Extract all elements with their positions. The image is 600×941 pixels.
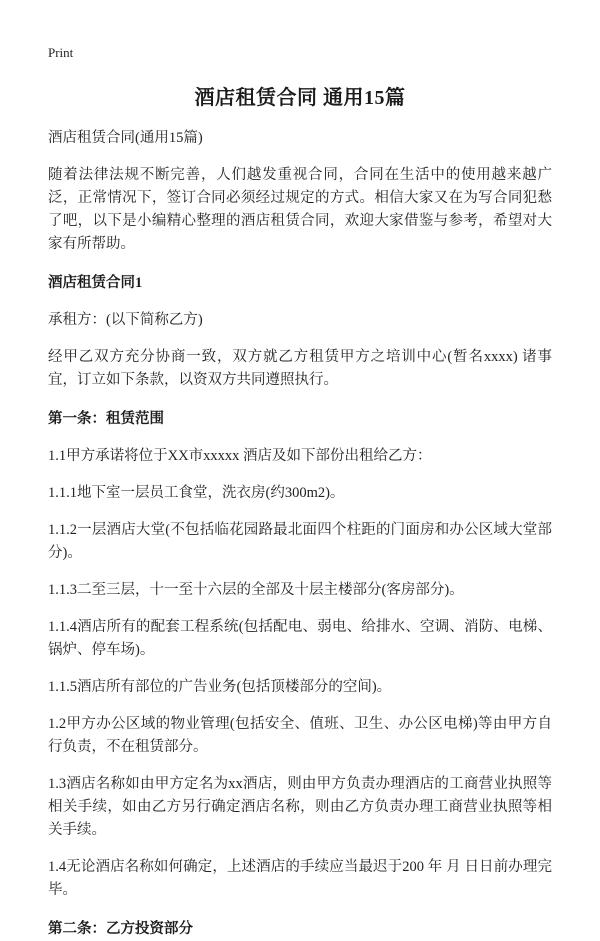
paragraph-1-1-2: 1.1.2一层酒店大堂(不包括临花园路最北面四个柱距的门面房和办公区域大堂部分)。 bbox=[48, 522, 552, 561]
paragraph-agreement-intro: 经甲乙双方充分协商一致，双方就乙方租赁甲方之培训中心(暂名xxxx) 诸事宜，订立如下条款，以资双方共同遵照执行。 bbox=[48, 349, 552, 388]
intro-paragraph: 随着法律法规不断完善，人们越发重视合同，合同在生活中的使用越来越广泛，正常情况下，签订合同必须经过规定的方式。相信大家又在为写合同犯愁了吧，以下是小编精心整理的酒店租赁合同，欢迎大家借鉴与参考，希望对大家有所帮助。 bbox=[48, 167, 552, 252]
print-button[interactable]: Print bbox=[48, 45, 74, 60]
paragraph-1-4: 1.4无论酒店名称如何确定，上述酒店的手续应当最迟于200 年 月 日日前办理完毕。 bbox=[48, 859, 552, 898]
section-heading-article-1: 第一条：租赁范围 bbox=[48, 411, 164, 427]
section-heading-article-2: 第二条：乙方投资部分 bbox=[48, 921, 193, 937]
paragraph-1-3: 1.3酒店名称如由甲方定名为xx酒店，则由甲方负责办理酒店的工商营业执照等相关手续，如由乙方另行确定酒店名称，则由乙方负责办理工商营业执照等相关手续。 bbox=[48, 776, 552, 838]
paragraph-1-1: 1.1甲方承诺将位于XX市xxxxx 酒店及如下部份出租给乙方： bbox=[48, 448, 432, 464]
page-title: 酒店租赁合同 通用15篇 bbox=[194, 87, 406, 109]
document-subtitle: 酒店租赁合同(通用15篇) bbox=[48, 130, 203, 146]
paragraph-1-2: 1.2甲方办公区域的物业管理(包括安全、值班、卫生、办公区电梯)等由甲方自行负责，不在租赁部分。 bbox=[48, 716, 552, 755]
section-heading-contract-1: 酒店租赁合同1 bbox=[48, 275, 143, 291]
paragraph-1-1-3: 1.1.3二至三层，十一至十六层的全部及十层主楼部分(客房部分)。 bbox=[48, 582, 464, 598]
paragraph-1-1-1: 1.1.1地下室一层员工食堂，洗衣房(约300m2)。 bbox=[48, 485, 345, 501]
paragraph-lessee: 承租方：(以下简称乙方) bbox=[48, 312, 203, 328]
paragraph-1-1-5: 1.1.5酒店所有部位的广告业务(包括顶楼部分的空间)。 bbox=[48, 679, 392, 695]
paragraph-1-1-4: 1.1.4酒店所有的配套工程系统(包括配电、弱电、给排水、空调、消防、电梯、锅炉、停车场)。 bbox=[48, 619, 552, 658]
